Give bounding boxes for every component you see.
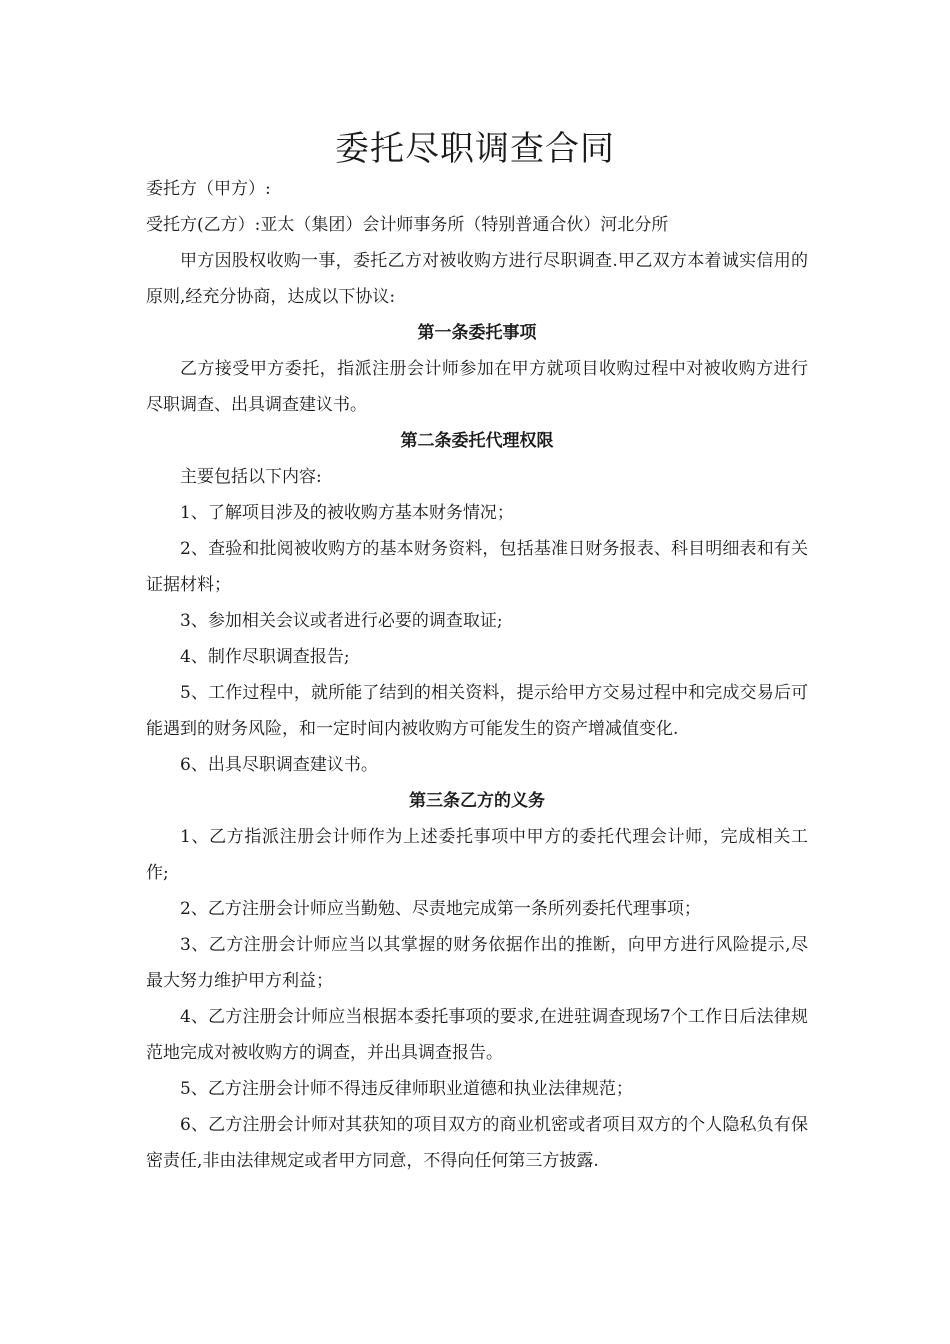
article-3-heading: 第三条乙方的义务 [409, 791, 545, 811]
article-2-heading: 第二条委托代理权限 [400, 431, 554, 451]
party-b-line: 受托方(乙方）:亚太（集团）会计师事务所（特别普通合伙）河北分所 [146, 215, 669, 235]
article-3-item: 6、乙方注册会计师对其获知的项目双方的商业机密或者项目双方的个人隐私负有保密责任,非由法律规定或者甲方同意，不得向任何第三方披露. [146, 1115, 808, 1171]
article-2-item: 3、参加相关会议或者进行必要的调查取证; [180, 611, 503, 631]
article-2-item: 2、查验和批阅被收购方的基本财务资料，包括基准日财务报表、科目明细表和有关证据材料； [146, 539, 808, 595]
article-2-intro: 主要包括以下内容: [180, 467, 322, 487]
party-a-line: 委托方（甲方）: [146, 179, 271, 199]
article-3-item: 4、乙方注册会计师应当根据本委托事项的要求,在进驻调查现场7个工作日后法律规范地完成对被收购方的调查，并出具调查报告。 [146, 1007, 808, 1063]
document-title: 委托尽职调查合同 [335, 129, 615, 169]
article-2-item: 6、出具尽职调查建议书。 [180, 755, 378, 775]
preamble-paragraph: 甲方因股权收购一事，委托乙方对被收购方进行尽职调查.甲乙双方本着诚实信用的原则,经充分协商，达成以下协议: [146, 251, 808, 307]
article-2-item: 5、工作过程中，就所能了结到的相关资料，提示给甲方交易过程中和完成交易后可能遇到的财务风险，和一定时间内被收购方可能发生的资产增减值变化. [146, 683, 808, 739]
article-2-item: 1、了解项目涉及的被收购方基本财务情况； [180, 503, 514, 523]
article-3-item: 5、乙方注册会计师不得违反律师职业道德和执业法律规范； [180, 1079, 633, 1099]
article-2-item: 4、制作尽职调查报告; [180, 647, 350, 667]
article-1-heading: 第一条委托事项 [417, 323, 537, 343]
article-3-item: 2、乙方注册会计师应当勤勉、尽责地完成第一条所列委托代理事项； [180, 899, 701, 919]
article-3-item: 1、乙方指派注册会计师作为上述委托事项中甲方的委托代理会计师，完成相关工作; [146, 827, 808, 883]
article-3-item: 3、乙方注册会计师应当以其掌握的财务依据作出的推断，向甲方进行风险提示,尽最大努力维护甲方利益； [146, 935, 808, 991]
article-1-text: 乙方接受甲方委托，指派注册会计师参加在甲方就项目收购过程中对被收购方进行尽职调查、出具调查建议书。 [146, 359, 808, 415]
document-body [146, 171, 808, 1179]
